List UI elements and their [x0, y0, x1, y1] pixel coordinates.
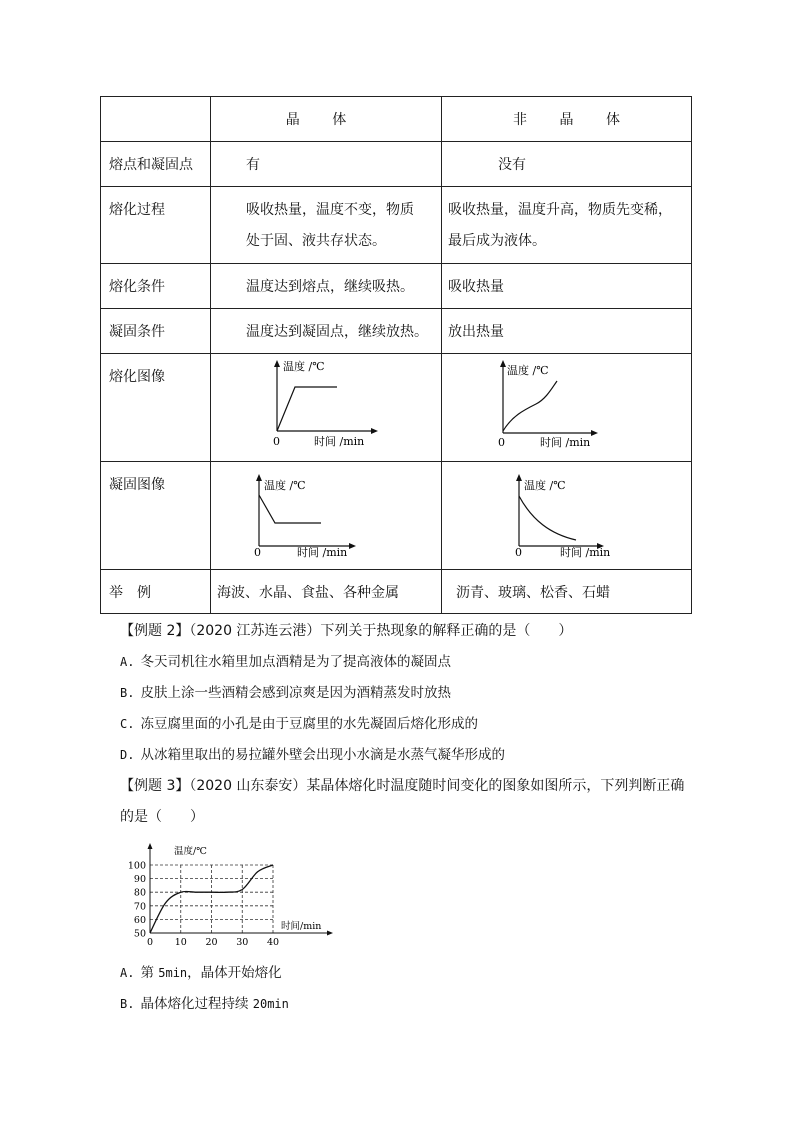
origin-label: 0: [515, 546, 522, 559]
table-row: [101, 187, 692, 264]
melting-curve: [277, 387, 337, 431]
option-letter: C.: [120, 717, 135, 731]
question-3-stem-line-2: 的是（ ）: [120, 809, 204, 825]
option-letter: B.: [120, 686, 135, 700]
table-row: [101, 142, 692, 187]
table-row: [101, 354, 692, 462]
question-2-option-d: [120, 745, 505, 765]
temperature-time-chart: [118, 840, 338, 950]
amorphous-value-line: 吸收热量，温度升高，物质先变稀，: [448, 202, 672, 218]
row-label: 举 例: [109, 585, 151, 601]
option-letter: B.: [120, 997, 135, 1011]
x-tick-label: 10: [174, 937, 187, 948]
table-row: [101, 264, 692, 309]
x-tick-label: 30: [236, 937, 249, 948]
table-row: [101, 570, 692, 614]
header-empty-cell: [101, 97, 211, 142]
crystal-value: 温度达到熔点，继续吸热。: [246, 279, 414, 295]
option-text: 皮肤上涂一些酒精会感到凉爽是因为酒精蒸发时放热: [140, 685, 451, 701]
question-2-option-a: [120, 652, 451, 672]
y-tick-label: 100: [127, 860, 146, 872]
row-label: 熔化图像: [109, 369, 165, 385]
option-value: 5min: [158, 966, 188, 980]
x-axis-arrow: [349, 543, 356, 549]
x-tick-label: 0: [146, 937, 154, 948]
header-crystal: [211, 97, 442, 142]
y-tick-label: 50: [133, 928, 146, 940]
x-axis-label: 时间 /min: [560, 546, 611, 559]
y-axis-label: 温度 /℃: [507, 364, 549, 377]
crystal-value-line: 处于固、液共存状态。: [246, 233, 386, 249]
option-text: ，晶体开始熔化: [187, 965, 282, 981]
chart-y-axis-arrow: [148, 843, 153, 849]
origin-label: 0: [498, 436, 505, 449]
table-header-row: [101, 97, 692, 142]
option-text: 冻豆腐里面的小孔是由于豆腐里的水先凝固后熔化形成的: [140, 716, 478, 732]
row-label: 凝固图像: [109, 477, 165, 493]
x-axis-label: 时间 /min: [314, 435, 365, 448]
y-tick-label: 90: [133, 874, 146, 886]
option-text: 第: [140, 965, 159, 981]
header-char: 体: [332, 112, 347, 128]
crystal-solidification-graph: [211, 462, 441, 568]
y-axis-arrow: [500, 360, 506, 367]
question-2-option-b: [120, 683, 451, 703]
table-row: [101, 309, 692, 354]
header-char: 晶: [559, 112, 574, 128]
y-tick-label: 70: [133, 901, 146, 913]
option-letter: A.: [120, 966, 135, 980]
row-label: 熔化条件: [109, 279, 165, 295]
y-axis-label: 温度 /℃: [264, 479, 306, 492]
option-text: 冬天司机往水箱里加点酒精是为了提高液体的凝固点: [140, 654, 451, 670]
question-2-option-c: [120, 714, 478, 734]
row-label: 凝固条件: [109, 324, 165, 340]
y-axis-arrow: [256, 474, 262, 481]
row-label: 熔化过程: [109, 202, 165, 218]
y-axis-label: 温度 /℃: [283, 360, 325, 373]
y-tick-label: 60: [133, 914, 146, 926]
option-letter: D.: [120, 748, 135, 762]
chart-x-axis-label: 时间/min: [281, 921, 322, 932]
solidification-curve: [519, 496, 576, 540]
y-axis-arrow: [516, 474, 522, 481]
question-2-stem: 【例题 2】（2020 江苏连云港）下列关于热现象的解释正确的是（ ）: [120, 623, 573, 639]
amorphous-value: 沥青、玻璃、松香、石蜡: [456, 585, 610, 601]
crystal-value: 海波、水晶、食盐、各种金属: [217, 585, 399, 601]
option-text: 晶体熔化过程持续: [140, 996, 253, 1012]
chart-y-axis-label: 温度/℃: [174, 846, 207, 857]
x-axis-arrow: [371, 428, 378, 434]
option-text: 从冰箱里取出的易拉罐外壁会出现小水滴是水蒸气凝华形成的: [140, 747, 505, 763]
y-axis-arrow: [274, 360, 280, 367]
header-amorphous: [442, 97, 692, 142]
melting-curve: [503, 381, 557, 431]
crystal-value-line: 吸收热量，温度不变，物质: [246, 202, 414, 218]
y-tick-label: 80: [133, 887, 146, 899]
chart-x-axis-arrow: [327, 931, 333, 936]
origin-label: 0: [254, 546, 261, 559]
header-char: 非: [513, 112, 528, 128]
y-axis-label: 温度 /℃: [524, 479, 566, 492]
amorphous-solidification-graph: [442, 462, 692, 568]
x-axis-arrow: [591, 430, 598, 436]
header-char: 体: [605, 112, 620, 128]
origin-label: 0: [273, 435, 280, 448]
amorphous-value: 放出热量: [448, 324, 504, 340]
solidification-curve: [259, 495, 321, 523]
x-tick-label: 20: [205, 937, 218, 948]
amorphous-melting-graph: [442, 354, 692, 460]
row-label: 熔点和凝固点: [109, 157, 193, 173]
amorphous-value: 没有: [498, 157, 526, 173]
x-axis-label: 时间 /min: [540, 436, 591, 449]
amorphous-value-line: 最后成为液体。: [448, 233, 546, 249]
question-3-stem-line-1: 【例题 3】（2020 山东泰安）某晶体熔化时温度随时间变化的图象如图所示，下列判断正确: [120, 778, 685, 794]
crystal-comparison-table: [100, 96, 692, 614]
x-tick-label: 40: [266, 937, 280, 948]
header-char: 晶: [285, 112, 300, 128]
crystal-value: 温度达到凝固点，继续放热。: [246, 324, 428, 340]
crystal-value: 有: [246, 157, 260, 173]
amorphous-value: 吸收热量: [448, 279, 504, 295]
option-value: 20min: [252, 997, 289, 1011]
crystal-melting-graph: [211, 354, 441, 460]
question-3-option-b: [120, 994, 289, 1014]
question-3-option-a: [120, 963, 282, 983]
option-letter: A.: [120, 655, 135, 669]
x-axis-label: 时间 /min: [297, 546, 348, 559]
table-row: [101, 462, 692, 570]
